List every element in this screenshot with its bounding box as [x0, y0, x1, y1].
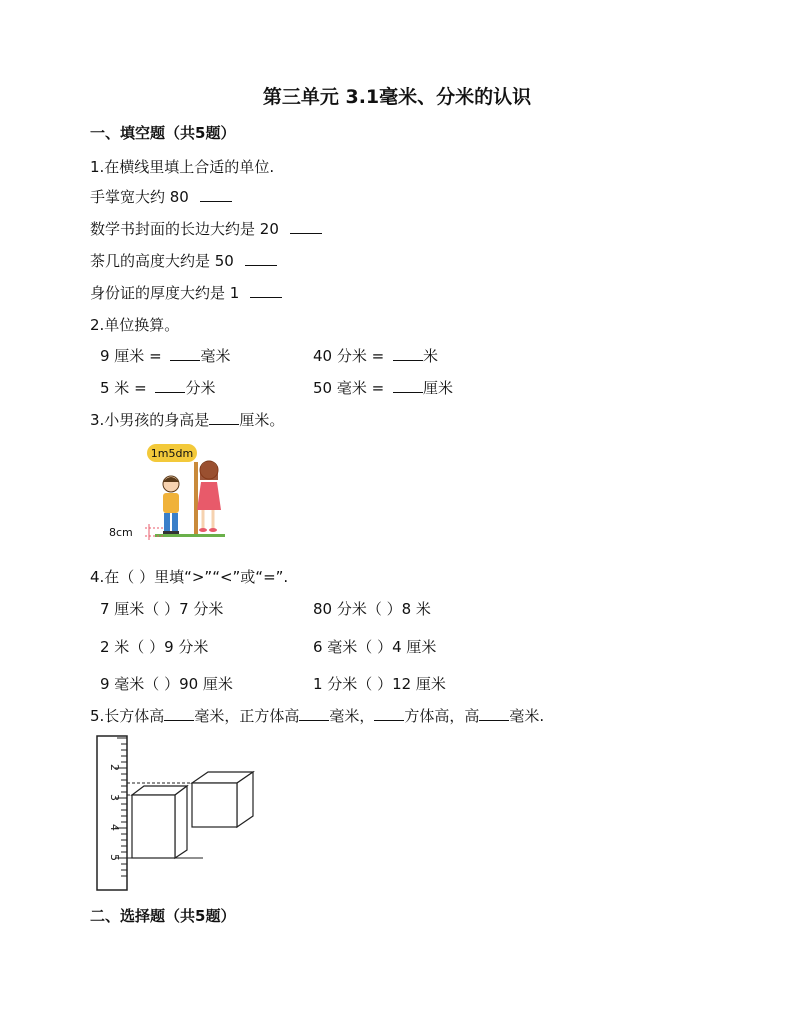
q1-item-3-text: 茶几的高度大约是 50	[90, 252, 234, 270]
q3-stem-end: 厘米。	[239, 411, 285, 429]
ruler-tick-label: 2	[108, 764, 121, 771]
q5-text: 5.长方体高	[90, 707, 165, 725]
page-title: 第三单元 3.1毫米、分米的认识	[262, 86, 532, 108]
q2-stem: 2.单位换算。	[90, 316, 180, 334]
ground	[155, 534, 225, 537]
measuring-post	[194, 462, 198, 536]
q2-row1-b	[313, 345, 438, 366]
q4-row1-a[interactable]: 7 厘米（ ）7 分米	[100, 600, 224, 618]
section-choice-heading: 二、选择题（共5题）	[90, 907, 236, 925]
q5-text: 毫米，	[329, 707, 375, 725]
ruler-tick-label: 3	[108, 794, 121, 801]
q3-stem	[90, 409, 284, 430]
q2-expression: 9 厘米 =	[100, 347, 162, 365]
q1-item-4-text: 身份证的厚度大约是 1	[90, 284, 240, 302]
q2-row1-a	[100, 345, 230, 366]
q4-row3-a[interactable]: 9 毫米（ ）90 厘米	[100, 675, 233, 693]
cube	[192, 772, 253, 827]
answer-blank[interactable]	[155, 391, 185, 393]
answer-blank[interactable]	[200, 200, 232, 202]
q4-row1-b[interactable]: 80 分米（ ）8 米	[313, 600, 431, 618]
answer-blank[interactable]	[250, 296, 282, 298]
q3-stem-start: 3.小男孩的身高是	[90, 411, 210, 429]
answer-blank[interactable]	[299, 719, 329, 721]
q2-expression: 40 分米 =	[313, 347, 385, 365]
section-fill-in-heading: 一、填空题（共5题）	[90, 124, 236, 142]
q1-stem: 1.在横线里填上合适的单位.	[90, 158, 275, 176]
q2-expression: 50 毫米 =	[313, 379, 385, 397]
q2-unit: 毫米	[200, 347, 231, 365]
boy-figure	[163, 476, 179, 534]
boy-girl-height-figure	[105, 440, 245, 550]
q1-item-4	[90, 282, 282, 303]
answer-blank[interactable]	[209, 423, 239, 425]
ruler	[97, 736, 127, 890]
q2-unit: 米	[422, 347, 438, 365]
q1-item-1-text: 手掌宽大约 80	[90, 188, 189, 206]
ruler-tick-label: 4	[108, 824, 121, 831]
q4-row3-b[interactable]: 1 分米（ ）12 厘米	[313, 675, 446, 693]
height-label: 1m5dm	[150, 447, 194, 460]
answer-blank[interactable]	[393, 359, 423, 361]
q5-text: 毫米.	[509, 707, 545, 725]
q1-item-2-text: 数学书封面的长边大约是 20	[90, 220, 279, 238]
q2-row2-b	[313, 377, 453, 398]
answer-blank[interactable]	[479, 719, 509, 721]
q4-row2-b[interactable]: 6 毫米（ ）4 厘米	[313, 638, 437, 656]
q5-text: 方体高，高	[404, 707, 480, 725]
ruler-boxes-figure	[95, 734, 270, 894]
difference-label: 8cm	[109, 526, 133, 539]
q5-stem	[90, 705, 544, 726]
answer-blank[interactable]	[164, 719, 194, 721]
q2-unit: 分米	[185, 379, 216, 397]
q2-row2-a	[100, 377, 215, 398]
q4-row2-a[interactable]: 2 米（ ）9 分米	[100, 638, 209, 656]
cuboid	[132, 786, 187, 858]
answer-blank[interactable]	[245, 264, 277, 266]
q2-unit: 厘米	[422, 379, 453, 397]
answer-blank[interactable]	[290, 232, 322, 234]
answer-blank[interactable]	[170, 359, 200, 361]
q1-item-3	[90, 250, 277, 271]
answer-blank[interactable]	[374, 719, 404, 721]
girl-figure	[197, 461, 221, 532]
q4-stem: 4.在（ ）里填“>”“<”或“=”.	[90, 568, 289, 586]
q1-item-1	[90, 186, 232, 207]
q1-item-2	[90, 218, 322, 239]
q5-text: 毫米，正方体高	[194, 707, 300, 725]
q2-expression: 5 米 =	[100, 379, 147, 397]
ruler-tick-label: 5	[108, 854, 121, 861]
answer-blank[interactable]	[393, 391, 423, 393]
